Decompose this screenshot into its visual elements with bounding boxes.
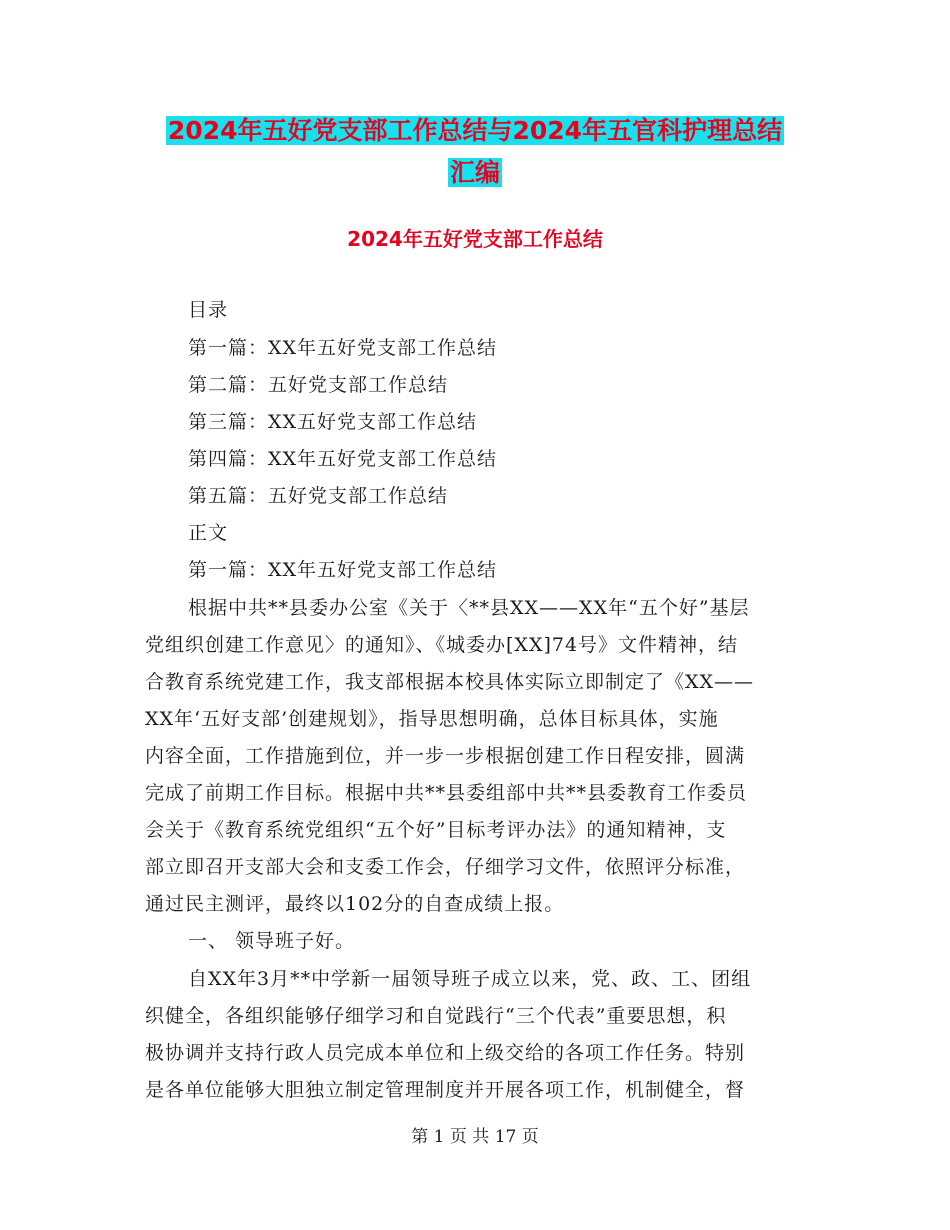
paragraph-line: 会关于《教育系统党组织“五个好”目标考评办法》的通知精神，支 [145, 819, 727, 841]
paragraph-line: 自XX年3月**中学新一届领导班子成立以来，党、政、工、团组 [188, 968, 752, 990]
paragraph-line: 完成了前期工作目标。根据中共**县委组部中共**县委教育工作委员 [145, 782, 748, 804]
toc-item: 第五篇：五好党支部工作总结 [188, 485, 449, 507]
paragraph-line: 部立即召开支部大会和支委工作会，仔细学习文件，依照评分标准， [145, 856, 746, 878]
paragraph-line: XX年‘五好支部’创建规划》，指导思想明确，总体目标具体，实施 [145, 708, 719, 730]
document-title-line-2 [0, 155, 950, 191]
paragraph-line: 内容全面，工作措施到位，并一步一步根据创建工作日程安排，圆满 [145, 745, 746, 767]
paragraph-line: 通过民主测评，最终以102分的自查成绩上报。 [145, 893, 565, 915]
paragraph-line: 党组织创建工作意见〉的通知》、《城委办[XX]74号》文件精神，结 [145, 634, 739, 656]
toc-item: 第三篇：XX五好党支部工作总结 [188, 411, 478, 433]
point-heading: 一、 领导班子好。 [188, 930, 356, 952]
toc-item: 第二篇：五好党支部工作总结 [188, 374, 449, 396]
paragraph-line: 是各单位能够大胆独立制定管理制度并开展各项工作，机制健全，督 [145, 1079, 746, 1101]
toc-item: 第一篇：XX年五好党支部工作总结 [188, 337, 498, 359]
body-heading: 正文 [188, 522, 229, 544]
section-title: 2024年五好党支部工作总结 [347, 227, 603, 251]
paragraph-line: 极协调并支持行政人员完成本单位和上级交给的各项工作任务。特别 [145, 1042, 746, 1064]
toc-item: 第四篇：XX年五好党支部工作总结 [188, 448, 498, 470]
page-footer: 第 1 页 共 17 页 [411, 1127, 539, 1147]
title-highlight-2: 汇编 [449, 158, 500, 187]
document-title-line-1 [0, 113, 950, 149]
title-highlight-1: 2024年五好党支部工作总结与2024年五官科护理总结 [167, 116, 783, 145]
paragraph-line: 根据中共**县委办公室《关于〈**县XX——XX年“五个好”基层 [188, 597, 750, 619]
paragraph-line: 合教育系统党建工作，我支部根据本校具体实际立即制定了《XX—— [145, 671, 755, 693]
paragraph-line: 织健全，各组织能够仔细学习和自觉践行“三个代表”重要思想，积 [145, 1005, 727, 1027]
section-heading: 第一篇：XX年五好党支部工作总结 [188, 559, 498, 581]
toc-heading: 目录 [188, 299, 229, 321]
